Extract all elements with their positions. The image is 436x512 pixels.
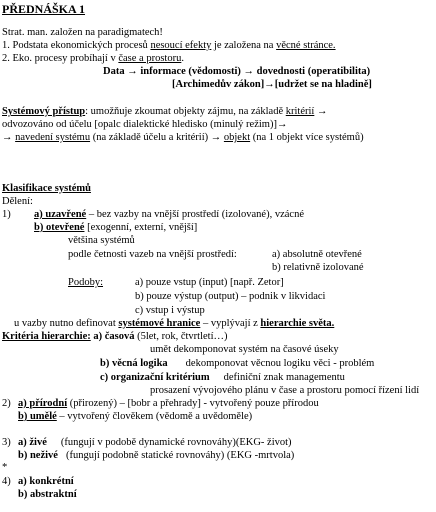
paragraph-text: (přirozený) – [bobr a přehrady] - vytvořený pouze přírodou [67,398,319,409]
paragraph-text: – vytvořený člověkem (vědomě a uvědoměle) [56,411,253,422]
abstract-label: b) abstraktní [18,489,77,500]
intro-text: je založena na [211,40,277,51]
intro-text: 2. Eko. procesy probíhají v [2,53,119,64]
paragraph-text: u vazby nutno definovat [14,318,119,329]
majority-line: většina systémů [68,235,135,246]
underlined-term: hierarchie světa. [260,318,335,329]
criteria-line [2,331,228,344]
paragraph-text: : umožňuje zkoumat objekty zájmu, na základě [85,106,286,117]
paragraph-text: – vyplývají z [200,318,261,329]
intro-line-3 [2,53,184,66]
concrete-label: a) konkrétní [18,476,74,487]
form-b-line: b) pouze výstup (output) – podnik v likvidaci [135,291,326,302]
paragraph-text: (na 1 objekt více systémů) [250,132,364,143]
absolute-open-line: a) absolutně otevřené [272,249,362,260]
criterion-c-line [100,372,345,385]
item-number: 4) [2,476,11,487]
criterion-label: a) časová [93,331,135,342]
paragraph-text: [exogenní, externí, vnější] [84,222,198,233]
forms-label: Podoby: [68,277,104,288]
paragraph-text: (fungují v podobě dynamické rovnováhy)(EKG- život) [60,437,292,448]
artificial-line [18,411,252,424]
criterion-a-sub: umět dekomponovat systém na časové úseky [150,344,339,355]
paragraph-text: (fungují podobně statické rovnováhy) (EKG -mrtvola) [65,450,295,461]
data-chain-line: Data → informace (vědomosti) → dovednosti (operatibilita) [103,66,371,77]
frequency-line: podle četnosti vazeb na vnější prostředí: [68,249,237,260]
system-approach-line-3 [2,132,364,145]
paragraph-text: → [2,132,16,143]
asterisk: * [2,462,8,473]
division-label: Dělení: [2,196,33,207]
paragraph-text: (na základě účelu a kritérií) → [90,132,224,143]
paragraph-text: (5let, rok, čtvrtletí…) [134,331,228,342]
living-label: a) živé [18,437,47,448]
criterion-label: b) věcná logika [100,358,168,369]
underlined-term: čase a prostoru [118,53,182,64]
item-number: 3) [2,437,11,448]
underlined-term: navedení systému [15,132,91,143]
boundaries-line [14,318,334,331]
underlined-term: kritérií [285,106,315,117]
archimedes-line: [Archimedův zákon]→[udržet se na hladině] [172,79,372,90]
natural-line [18,398,319,411]
system-approach-label: Systémový přístup [2,106,86,117]
open-label: b) otevřené [34,222,85,233]
underlined-term: systémové hranice [118,318,201,329]
criterion-c-sub: prosazení vývojového plánu v čase a prostoru pomocí řízení lidí [150,385,420,396]
relative-isolated-line: b) relativně izolované [272,262,364,273]
nonliving-line [18,450,294,463]
artificial-label: b) umělé [18,411,57,422]
nonliving-label: b) neživé [18,450,58,461]
item-number: 2) [2,398,11,409]
closed-systems-line [34,209,304,222]
system-approach-line-2: odvozováno od účelu [opalc dialektické hledisko (minulý režim)]→ [2,119,288,130]
section-heading: Klasifikace systémů [2,183,91,194]
intro-text: . [181,53,184,64]
criteria-label: Kritéria hierarchie: [2,331,91,342]
system-approach-line-1 [2,106,327,119]
open-systems-line [34,222,197,235]
criterion-label: c) organizační kritérium [100,372,210,383]
underlined-term: objekt [223,132,251,143]
criterion-b-line [100,358,374,371]
item-number: 1) [2,209,11,220]
closed-label: a) uzavřené [34,209,87,220]
paragraph-text: → [314,106,328,117]
living-line [18,437,292,450]
paragraph-text: – bez vazby na vnější prostředí (izolované), vzácné [86,209,304,220]
intro-text: 1. Podstata ekonomických procesů [2,40,151,51]
natural-label: a) přírodní [18,398,68,409]
form-c-line: c) vstup i výstup [135,305,205,316]
form-a-line: a) pouze vstup (input) [např. Zetor] [135,277,284,288]
underlined-term: nesoucí efekty [150,40,212,51]
page-title: PŘEDNÁŠKA 1 [2,2,86,16]
paragraph-text: dekomponovat věcnou logiku věci - problém [185,358,375,369]
paragraph-text: definiční znak managementu [223,372,345,383]
intro-line-1: Strat. man. založen na paradigmatech! [2,27,163,38]
intro-line-2 [2,40,336,53]
underlined-term: věcné stránce. [276,40,336,51]
